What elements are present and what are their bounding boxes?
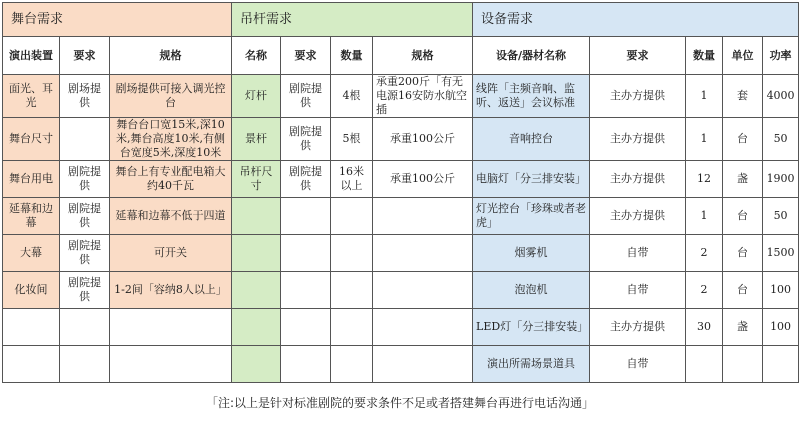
table-row [3,309,799,346]
rigging-requirement-cell [281,198,331,235]
stage-device-cell: 面光、耳光 [3,75,60,118]
table-row [3,161,799,198]
rigging-name-cell: 吊杆尺寸 [232,161,281,198]
rigging-name-cell [232,309,281,346]
stage-device-cell: 大幕 [3,235,60,272]
stage-requirement-cell [60,118,110,161]
rigging-name-cell: 灯杆 [232,75,281,118]
stage-device-cell [3,346,60,383]
rigging-requirement-cell: 剧院提供 [281,118,331,161]
table-row [3,272,799,309]
column-header: 名称 [232,37,281,75]
equipment-power-cell: 50 [763,118,799,161]
equipment-requirement-cell: 主办方提供 [590,198,686,235]
rigging-name-cell [232,198,281,235]
equipment-unit-cell [723,346,763,383]
column-header: 功率 [763,37,799,75]
stage-device-cell [3,309,60,346]
column-header: 设备/器材名称 [473,37,590,75]
equipment-quantity-cell: 1 [686,118,723,161]
column-header: 演出装置 [3,37,60,75]
equipment-power-cell: 50 [763,198,799,235]
rigging-name-cell [232,346,281,383]
column-header: 规格 [373,37,473,75]
rigging-spec-cell [373,346,473,383]
equipment-unit-cell: 台 [723,118,763,161]
section-rigging-title: 吊杆需求 [232,3,473,37]
equipment-quantity-cell: 2 [686,235,723,272]
column-header: 要求 [590,37,686,75]
equipment-name-cell: 泡泡机 [473,272,590,309]
equipment-unit-cell: 盏 [723,309,763,346]
rigging-requirement-cell [281,235,331,272]
rigging-requirement-cell [281,309,331,346]
section-stage-title: 舞台需求 [3,3,232,37]
stage-requirement-cell: 剧院提供 [60,161,110,198]
equipment-unit-cell: 台 [723,198,763,235]
equipment-unit-cell: 台 [723,272,763,309]
stage-requirement-cell: 剧院提供 [60,272,110,309]
stage-device-cell: 延幕和边幕 [3,198,60,235]
column-header: 单位 [723,37,763,75]
equipment-unit-cell: 盏 [723,161,763,198]
equipment-requirement-cell: 主办方提供 [590,75,686,118]
stage-device-cell: 舞台用电 [3,161,60,198]
rigging-quantity-cell [331,309,373,346]
stage-requirement-cell [60,346,110,383]
rigging-spec-cell: 承重100公斤 [373,161,473,198]
rigging-spec-cell [373,198,473,235]
equipment-quantity-cell: 12 [686,161,723,198]
equipment-power-cell: 100 [763,272,799,309]
rigging-spec-cell [373,272,473,309]
section-equipment-title: 设备需求 [473,3,799,37]
requirements-table [2,2,799,383]
stage-spec-cell: 舞台上有专业配电箱大约40千瓦 [110,161,232,198]
equipment-requirement-cell: 主办方提供 [590,309,686,346]
stage-spec-cell: 舞台台口宽15米,深10米,舞台高度10米,有侧台宽度5米,深度10米 [110,118,232,161]
equipment-unit-cell: 台 [723,235,763,272]
equipment-requirement-cell: 自带 [590,272,686,309]
rigging-requirement-cell [281,272,331,309]
equipment-quantity-cell: 1 [686,75,723,118]
rigging-spec-cell [373,235,473,272]
equipment-quantity-cell: 2 [686,272,723,309]
rigging-requirement-cell: 剧院提供 [281,75,331,118]
equipment-name-cell: 灯光控台「珍珠或者老虎」 [473,198,590,235]
equipment-power-cell: 100 [763,309,799,346]
column-header: 数量 [686,37,723,75]
stage-spec-cell: 剧场提供可接入调光控台 [110,75,232,118]
rigging-quantity-cell: 4根 [331,75,373,118]
rigging-quantity-cell: 16米以上 [331,161,373,198]
stage-requirement-cell: 剧院提供 [60,198,110,235]
equipment-requirement-cell: 主办方提供 [590,118,686,161]
equipment-quantity-cell [686,346,723,383]
equipment-name-cell: 音响控台 [473,118,590,161]
rigging-requirement-cell: 剧院提供 [281,161,331,198]
rigging-quantity-cell: 5根 [331,118,373,161]
table-row [3,346,799,383]
stage-spec-cell: 可开关 [110,235,232,272]
equipment-quantity-cell: 30 [686,309,723,346]
rigging-name-cell [232,235,281,272]
equipment-requirement-cell: 自带 [590,235,686,272]
equipment-power-cell: 1500 [763,235,799,272]
rigging-quantity-cell [331,235,373,272]
equipment-unit-cell: 套 [723,75,763,118]
rigging-quantity-cell [331,346,373,383]
column-header: 要求 [281,37,331,75]
equipment-name-cell: 电脑灯「分三排安装」 [473,161,590,198]
rigging-spec-cell: 承重100公斤 [373,118,473,161]
stage-device-cell: 舞台尺寸 [3,118,60,161]
equipment-power-cell: 4000 [763,75,799,118]
rigging-spec-cell [373,309,473,346]
footnote: 「注:以上是针对标准剧院的要求条件不足或者搭建舞台再进行电话沟通」 [205,396,595,410]
stage-spec-cell [110,309,232,346]
column-header: 要求 [60,37,110,75]
equipment-name-cell: 烟雾机 [473,235,590,272]
equipment-requirement-cell: 自带 [590,346,686,383]
equipment-power-cell: 1900 [763,161,799,198]
column-header: 规格 [110,37,232,75]
rigging-name-cell: 景杆 [232,118,281,161]
rigging-requirement-cell [281,346,331,383]
table-row [3,118,799,161]
table-row [3,75,799,118]
equipment-power-cell [763,346,799,383]
rigging-spec-cell: 承重200斤「有无电源16安防水航空插 [373,75,473,118]
equipment-requirement-cell: 主办方提供 [590,161,686,198]
equipment-quantity-cell: 1 [686,198,723,235]
equipment-name-cell: LED灯「分三排安装」 [473,309,590,346]
stage-device-cell: 化妆间 [3,272,60,309]
equipment-name-cell: 线阵「主频音响、监听、返送」会议标准 [473,75,590,118]
stage-spec-cell: 延幕和边幕不低于四道 [110,198,232,235]
rigging-quantity-cell [331,198,373,235]
table-row [3,198,799,235]
stage-requirement-cell: 剧院提供 [60,235,110,272]
stage-requirement-cell: 剧场提供 [60,75,110,118]
rigging-quantity-cell [331,272,373,309]
table-row [3,235,799,272]
stage-spec-cell: 1-2间「容纳8人以上」 [110,272,232,309]
stage-spec-cell [110,346,232,383]
equipment-name-cell: 演出所需场景道具 [473,346,590,383]
stage-requirement-cell [60,309,110,346]
column-header: 数量 [331,37,373,75]
rigging-name-cell [232,272,281,309]
